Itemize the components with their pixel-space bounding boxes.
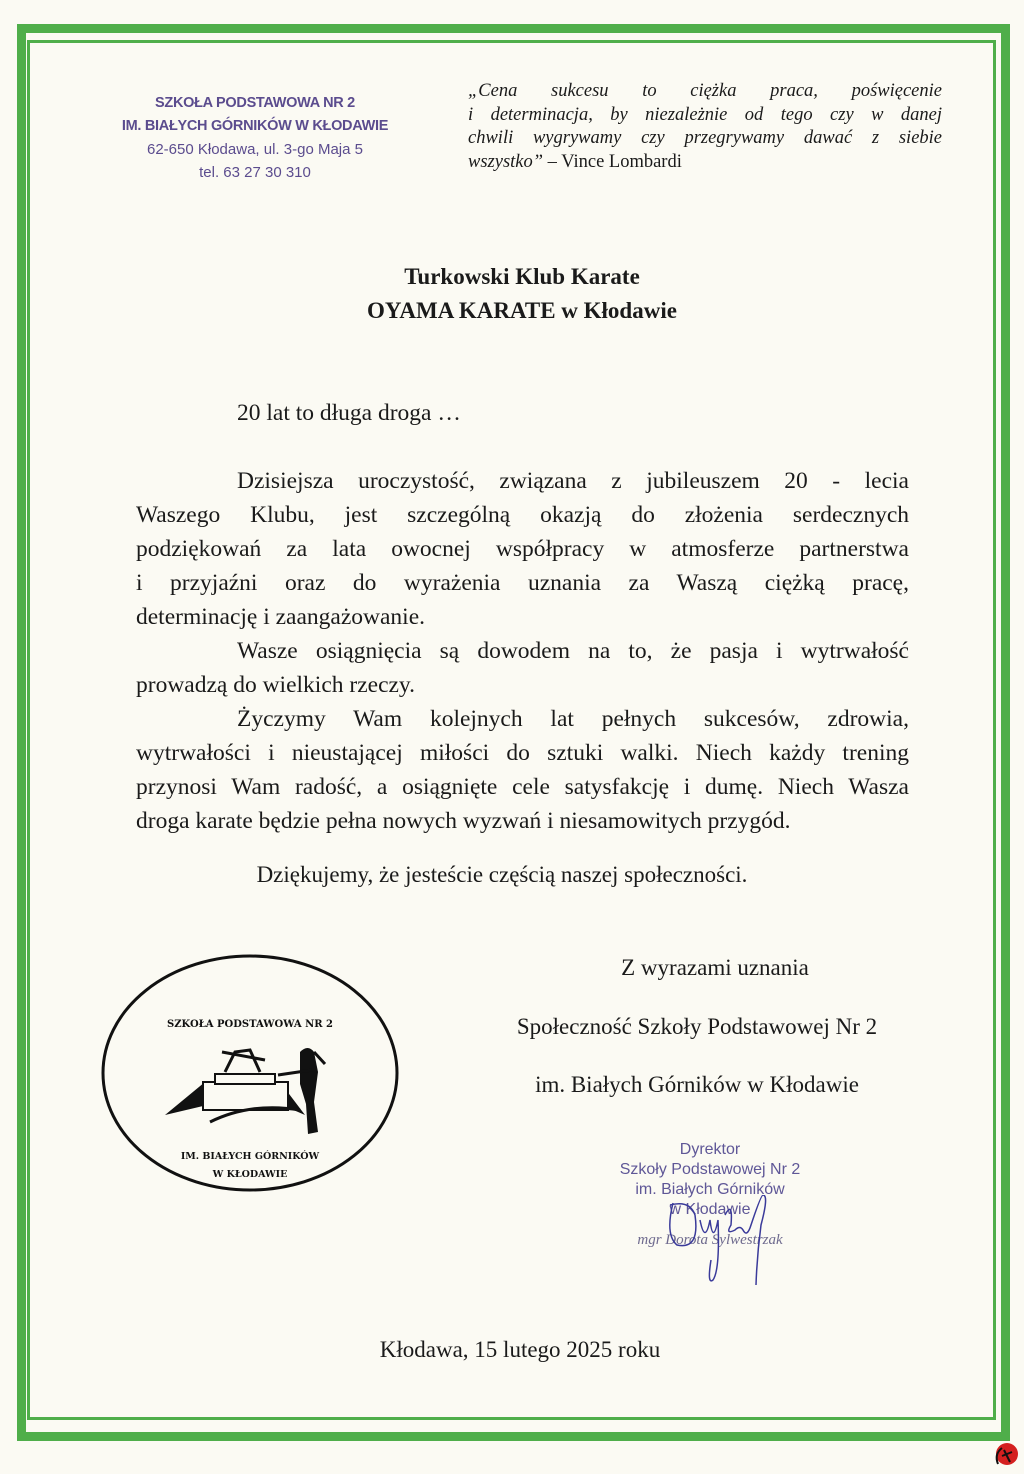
quote <box>468 80 942 174</box>
recipient-line-1: Turkowski Klub Karate <box>404 264 640 289</box>
body-text <box>136 396 909 838</box>
corner-logo-icon <box>990 1440 1020 1470</box>
paragraph-1-line: i przyjaźni oraz do wyrażenia uznania za Waszą ciężką pracę, <box>136 570 909 596</box>
seal-bottom-text-1: IM. BIAŁYCH GÓRNIKÓW <box>180 1151 320 1162</box>
opening-line: 20 lat to długa droga … <box>237 400 461 426</box>
seal-bottom-text-2: W KŁODAWIE <box>212 1169 288 1180</box>
quote-author: – Vince Lombardi <box>543 151 682 172</box>
letterhead-stamp <box>120 92 390 184</box>
quote-last-line: wszystko” <box>468 151 544 172</box>
paragraph-3-line: przynosi Wam radość, a osiągnięte cele satysfakcję i dumę. Niech Wasza <box>136 774 909 800</box>
paragraph-3-line: droga karate będzie pełna nowych wyzwań i niesamowitych przygód. <box>136 808 791 834</box>
quote-line <box>468 151 942 175</box>
paragraph-2-line: Wasze osiągnięcia są dowodem na to, że pasja i wytrwałość <box>237 638 909 664</box>
director-title: Dyrektor <box>679 1141 741 1158</box>
director-patron: im. Białych Górników <box>635 1181 785 1198</box>
letterhead-school: SZKOŁA PODSTAWOWA NR 2 <box>155 95 355 111</box>
paragraph-3-line: Życzymy Wam kolejnych lat pełnych sukcesów, zdrowia, <box>237 706 909 732</box>
school-seal <box>100 952 400 1194</box>
closing-line-3: im. Białych Górników w Kłodawie <box>535 1072 859 1097</box>
letterhead-address: 62-650 Kłodawa, ul. 3-go Maja 5 <box>147 141 363 158</box>
date-line: Kłodawa, 15 lutego 2025 roku <box>379 1337 661 1362</box>
paragraph-1-line: Waszego Klubu, jest szczególną okazją do złożenia serdecznych <box>136 502 909 528</box>
thanks-line: Dziękujemy, że jesteście częścią naszej społeczności. <box>256 862 748 887</box>
handwritten-signature <box>655 1195 785 1295</box>
paragraph-3-line: wytrwałości i nieustającej miłości do sztuki walki. Niech każdy trening <box>136 740 909 766</box>
seal-top-text: SZKOŁA PODSTAWOWA NR 2 <box>167 1019 333 1030</box>
recipient-line-2: OYAMA KARATE w Kłodawie <box>367 298 677 323</box>
director-school: Szkoły Podstawowej Nr 2 <box>619 1161 801 1178</box>
letterhead-phone: tel. 63 27 30 310 <box>199 164 311 181</box>
paragraph-1-line: podziękowań za lata owocnej współpracy w atmosferze partnerstwa <box>136 536 909 562</box>
quote-line: chwili wygrywamy czy przegrywamy dawać z siebie <box>468 128 942 148</box>
director-name: mgr Dorota Sylwestrzak <box>637 1232 783 1248</box>
paragraph-1-line: determinację i zaangażowanie. <box>136 604 426 630</box>
closing-line-2: Społeczność Szkoły Podstawowej Nr 2 <box>516 1014 878 1039</box>
quote-line: „Cena sukcesu to ciężka praca, poświęcenie <box>468 81 942 101</box>
school-building-miner-icon <box>165 1048 325 1134</box>
quote-line: i determinacja, by niezależnie od tego czy w danej <box>468 104 942 125</box>
paragraph-2-line: prowadzą do wielkich rzeczy. <box>136 672 416 698</box>
director-town: w Kłodawie <box>669 1201 751 1218</box>
paragraph-1-line: Dzisiejsza uroczystość, związana z jubileuszem 20 - lecia <box>237 468 909 494</box>
closing-line-1: Z wyrazami uznania <box>621 955 809 980</box>
letterhead-patron: IM. BIAŁYCH GÓRNIKÓW W KŁODAWIE <box>121 118 389 134</box>
